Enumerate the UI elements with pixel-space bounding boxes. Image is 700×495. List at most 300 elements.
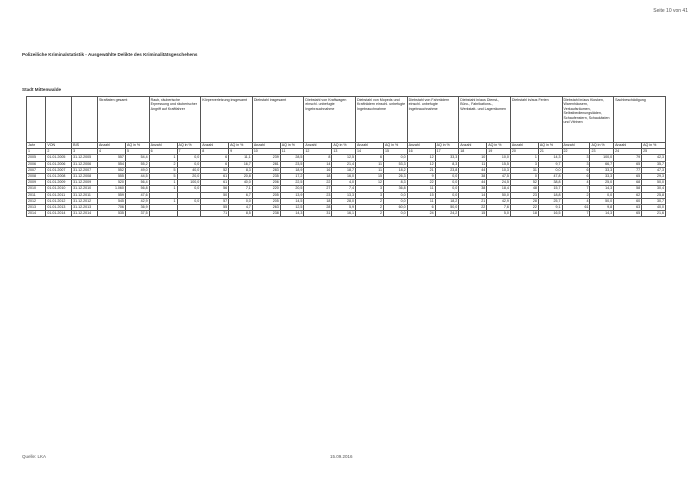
table-cell: 552 (97, 167, 125, 173)
table-cell: 57 (201, 198, 229, 204)
table-cell: 38 (459, 174, 487, 180)
column-number: 11 (280, 149, 304, 155)
table-cell: 706 (97, 205, 125, 211)
table-cell: 557 (97, 155, 125, 161)
table-cell: 31 (304, 211, 332, 217)
column-number: 14 (356, 149, 384, 155)
table-cell: 40,0 (177, 167, 201, 173)
section-title: Stadt Mittenwalde (22, 87, 62, 92)
table-cell: 9,7 (538, 161, 562, 167)
table-cell: 21 (459, 198, 487, 204)
group-header: Diebstahl in/aus Dienst-, Büro-, Fabrikations-, Werkstatt- und Lagerräumen (459, 97, 511, 143)
table-cell: 24,2 (435, 211, 459, 217)
table-cell: 283 (252, 167, 280, 173)
table-cell: 205 (252, 192, 280, 198)
table-cell: 38 (459, 186, 487, 192)
table-cell: 0,0 (538, 167, 562, 173)
table-cell: 63 (614, 205, 642, 211)
column-number: 1 (27, 149, 46, 155)
table-cell: 71 (201, 211, 229, 217)
sub-header: AQ in % (383, 143, 407, 149)
table-cell: 47,8 (538, 174, 562, 180)
table-cell: 33,3 (590, 174, 614, 180)
table-cell: 5 (149, 174, 177, 180)
table-cell: 1 (510, 155, 538, 161)
table-cell: 281 (252, 161, 280, 167)
table-cell: 4 (562, 180, 590, 186)
table-cell: 7 (562, 211, 590, 217)
table-cell: 3 (356, 186, 384, 192)
table-cell: 6 (562, 167, 590, 173)
table-cell: 12 (407, 155, 435, 161)
column-number: 16 (407, 149, 435, 155)
table-cell: 559 (97, 192, 125, 198)
table-cell: 61 (201, 180, 229, 186)
table-cell: 10 (459, 155, 487, 161)
column-number: 8 (201, 149, 229, 155)
table-cell: 20,0 (177, 174, 201, 180)
group-header: Körperverletzung insgesamt (201, 97, 253, 143)
statistics-table-container (26, 96, 666, 217)
table-cell: 520 (97, 180, 125, 186)
table-cell: 0,0 (435, 192, 459, 198)
table-cell: 6 (562, 174, 590, 180)
sub-header: Anzahl (149, 143, 177, 149)
table-cell: 2014 (27, 211, 46, 217)
group-header: Diebstahl von Fahrrädern einschl. unbefugte Ingebrauchnahme (407, 97, 459, 143)
table-cell: 54,4 (125, 155, 149, 161)
table-cell: 01.01.2012 (46, 198, 72, 204)
table-cell: 6 (356, 155, 384, 161)
table-cell: 50,0 (435, 205, 459, 211)
table-cell: 12,5 (280, 205, 304, 211)
group-header (27, 97, 46, 143)
column-number: 20 (510, 149, 538, 155)
table-cell: 2 (562, 192, 590, 198)
table-cell: 100,0 (177, 180, 201, 186)
table-cell: 28 (304, 205, 332, 211)
table-cell: 14 (304, 161, 332, 167)
table-cell: 205 (252, 198, 280, 204)
table-cell: 38,8 (538, 180, 562, 186)
group-header: Diebstahl in/aus Kiosken, Warenhäusern, Verkaufsräumen, Selbstbedienungsläden, Schaufenstern, Schaukästen und Vitrinen (562, 97, 614, 143)
table-cell: 2011 (27, 192, 46, 198)
table-cell: 8,3 (229, 167, 253, 173)
sub-header: AQ in % (642, 143, 666, 149)
table-cell: 62 (614, 192, 642, 198)
table-cell: 56,8 (125, 186, 149, 192)
column-number: 24 (614, 149, 642, 155)
table-cell: 23,8 (435, 167, 459, 173)
table-cell: 18,9 (280, 167, 304, 173)
table-cell: 17,2 (280, 174, 304, 180)
sub-header: VON (46, 143, 72, 149)
table-cell: 20,5 (280, 186, 304, 192)
column-number: 7 (177, 149, 201, 155)
column-number: 10 (252, 149, 280, 155)
table-cell: 15 (459, 211, 487, 217)
table-cell: 58 (614, 186, 642, 192)
table-cell: 14,3 (280, 211, 304, 217)
table-cell: 68 (614, 180, 642, 186)
table-cell: 25,7 (538, 198, 562, 204)
table-cell: 6 (201, 155, 229, 161)
table-cell: 01.01.2011 (46, 192, 72, 198)
table-cell: 3 (510, 161, 538, 167)
table-cell: 33,3 (435, 155, 459, 161)
table-cell: 31.12.2014 (72, 211, 98, 217)
table-cell: 60,0 (383, 205, 407, 211)
table-cell: 6,7 (229, 192, 253, 198)
table-cell: 44 (459, 180, 487, 186)
table-cell: 42,9 (125, 198, 149, 204)
table-cell: 52 (510, 180, 538, 186)
table-cell: 50 (201, 192, 229, 198)
table-cell: 0,0 (383, 198, 407, 204)
table-cell: 18 (304, 198, 332, 204)
column-number: 23 (590, 149, 614, 155)
table-cell: 18,4 (487, 186, 511, 192)
group-header: Sachbeschädigung (614, 97, 666, 143)
column-number: 9 (229, 149, 253, 155)
table-cell: 16 (304, 167, 332, 173)
table-cell: 01.01.2006 (46, 161, 72, 167)
table-cell: 40,0 (229, 180, 253, 186)
table-cell: 2 (356, 205, 384, 211)
table-cell: 28 (510, 198, 538, 204)
table-cell: 79 (614, 155, 642, 161)
table-cell: 01.01.2014 (46, 211, 72, 217)
column-number: 18 (459, 149, 487, 155)
table-cell: 65 (614, 174, 642, 180)
table-cell: 21,6 (642, 211, 666, 217)
column-number: 12 (304, 149, 332, 155)
table-cell: 238 (252, 211, 280, 217)
table-group-header-row (27, 97, 666, 143)
table-cell: 23,5 (280, 161, 304, 167)
table-cell: 0 (510, 174, 538, 180)
table-cell: 206 (252, 180, 280, 186)
table-cell: 44 (459, 167, 487, 173)
table-cell: 31.12.2010 (72, 186, 98, 192)
table-cell: 01.01.2008 (46, 174, 72, 180)
table-cell: 8 (304, 155, 332, 161)
table-cell: 555 (97, 174, 125, 180)
table-cell: 14,5 (280, 198, 304, 204)
column-number: 15 (383, 149, 407, 155)
table-cell: 42,9 (487, 198, 511, 204)
sub-header: Anzahl (510, 143, 538, 149)
column-number: 21 (538, 149, 562, 155)
column-number: 22 (562, 149, 590, 155)
sub-header: Anzahl (614, 143, 642, 149)
table-cell: 31.12.2009 (72, 180, 98, 186)
footer-date: 15.09.2016 (330, 454, 353, 459)
sub-header: Anzahl (304, 143, 332, 149)
table-cell: 7,6 (487, 205, 511, 211)
table-cell: 7,4 (332, 186, 356, 192)
table-cell (149, 211, 177, 217)
sub-header: AQ in % (229, 143, 253, 149)
table-cell: 55,2 (125, 161, 149, 167)
sub-header: Anzahl (407, 143, 435, 149)
table-cell: 4,7 (229, 205, 253, 211)
table-cell: 2010 (27, 186, 46, 192)
sub-header: AQ in % (280, 143, 304, 149)
table-cell: 53,3 (383, 161, 407, 167)
table-cell: 0,0 (590, 192, 614, 198)
table-cell: 2009 (27, 180, 46, 186)
table-cell: 22 (304, 180, 332, 186)
table-cell: 31.12.2007 (72, 167, 98, 173)
column-number: 13 (332, 149, 356, 155)
table-cell: 5,9 (332, 205, 356, 211)
table-cell: 22,5 (280, 180, 304, 186)
table-cell: 1 (149, 198, 177, 204)
group-header: Raub, räuberische Erpressung und räuberischer Angriff auf Kraftfahrer (149, 97, 201, 143)
table-cell: 36,8 (383, 186, 407, 192)
group-header: Straftaten gesamt (97, 97, 149, 143)
table-cell: 9,8 (590, 205, 614, 211)
table-cell: 18 (304, 174, 332, 180)
table-cell: 16,0 (332, 174, 356, 180)
sub-header: AQ in % (177, 143, 201, 149)
table-cell: 12,5 (332, 155, 356, 161)
table-cell: 14,3 (538, 155, 562, 161)
table-cell: 11,1 (229, 155, 253, 161)
table-cell: 8,5 (229, 211, 253, 217)
column-number: 3 (72, 149, 98, 155)
table-cell: 01.01.2010 (46, 186, 72, 192)
table-cell: 10,0 (487, 155, 511, 161)
table-cell: 2013 (27, 205, 46, 211)
table-cell: 42,3 (642, 155, 666, 161)
column-number: 19 (487, 149, 511, 155)
table-cell: 48 (510, 186, 538, 192)
table-cell: 0,0 (435, 186, 459, 192)
table-cell: 13,3 (332, 192, 356, 198)
group-header: Diebstahl in/aus Ferien (510, 97, 562, 143)
table-cell: 0,0 (177, 186, 201, 192)
group-header: Diebstahl von Mopeds und Krafträdern einschl. unbefugte Ingebrauchnahme (356, 97, 408, 143)
table-cell: 18,8 (538, 192, 562, 198)
table-cell: 15 (356, 174, 384, 180)
table-cell (177, 211, 201, 217)
table-cell: 44,5 (125, 174, 149, 180)
column-number: 25 (642, 149, 666, 155)
table-cell: 33,3 (590, 167, 614, 173)
table-cell: 6 (407, 205, 435, 211)
table-cell: 01.01.2005 (46, 155, 72, 161)
table-cell: 30,7 (642, 198, 666, 204)
table-cell: 4,0 (332, 180, 356, 186)
table-cell: 1 (149, 155, 177, 161)
table-cell: 16,1 (332, 211, 356, 217)
table-cell: 16,5 (538, 211, 562, 217)
table-cell: 50,0 (590, 198, 614, 204)
group-header: Diebstahl von Kraftwagen einschl. unbefugte Ingebrauchnahme (304, 97, 356, 143)
table-cell: 545 (97, 198, 125, 204)
table-cell: 15,7 (538, 186, 562, 192)
table-cell: 9 (407, 174, 435, 180)
table-cell: 56 (201, 186, 229, 192)
statistics-table (26, 96, 666, 217)
table-cell: 01.01.2013 (46, 205, 72, 211)
table-cell: 77 (614, 167, 642, 173)
table-cell: 49,0 (125, 167, 149, 173)
table-cell: 7 (562, 186, 590, 192)
table-cell: 5 (149, 167, 177, 173)
table-cell: 25,8 (642, 192, 666, 198)
table-cell: 0,0 (435, 180, 459, 186)
table-cell: 2008 (27, 174, 46, 180)
table-cell: 239 (252, 155, 280, 161)
table-cell: 37,5 (125, 211, 149, 217)
table-cell: 13,9 (280, 192, 304, 198)
table-cell: 0,0 (177, 155, 201, 161)
table-cell: 31.12.2008 (72, 174, 98, 180)
table-cell: 31 (510, 167, 538, 173)
sub-header: BIS (72, 143, 98, 149)
table-cell: 22 (510, 205, 538, 211)
table-cell: 100,0 (590, 155, 614, 161)
table-cell: 18,7 (332, 167, 356, 173)
table-cell: 1.060 (97, 186, 125, 192)
table-cell: 47,6 (125, 192, 149, 198)
sub-header: Anzahl (356, 143, 384, 149)
table-cell: 28,5 (280, 155, 304, 161)
table-cell: 0,0 (177, 161, 201, 167)
column-number: 4 (97, 149, 125, 155)
table-cell: 0,0 (383, 211, 407, 217)
sub-header: Anzahl (252, 143, 280, 149)
table-cell: 52 (201, 167, 229, 173)
table-cell: 22 (459, 205, 487, 211)
table-cell: 23 (304, 192, 332, 198)
table-cell: 50,0 (487, 192, 511, 198)
table-cell: 14 (459, 192, 487, 198)
sub-header: AQ in % (332, 143, 356, 149)
table-cell: 35,7 (642, 161, 666, 167)
table-cell: 61 (201, 174, 229, 180)
page-label: Seite 10 von 41 (653, 8, 688, 14)
sub-header: AQ in % (435, 143, 459, 149)
table-cell: 27 (304, 186, 332, 192)
footer-source: Quelle: LKA (22, 454, 47, 459)
table-cell: 1 (149, 180, 177, 186)
table-cell: 10,3 (487, 167, 511, 173)
table-cell: 20,8 (229, 174, 253, 180)
table-cell: 15 (407, 192, 435, 198)
table-cell: 0,0 (383, 192, 407, 198)
column-number: 6 (149, 149, 177, 155)
column-number: 5 (125, 149, 149, 155)
table-cell: 65 (614, 161, 642, 167)
table-cell: 2 (356, 198, 384, 204)
table-cell: 47,5 (487, 174, 511, 180)
table-cell: 31.12.2006 (72, 161, 98, 167)
sub-header: AQ in % (487, 143, 511, 149)
table-cell: 235 (252, 174, 280, 180)
table-cell: 65 (614, 211, 642, 217)
table-cell: 8,3 (435, 161, 459, 167)
table-cell: 11 (407, 198, 435, 204)
table-cell: 24 (407, 211, 435, 217)
table-body (27, 155, 666, 217)
sub-header: AQ in % (125, 143, 149, 149)
table-cell: 11 (356, 161, 384, 167)
table-cell: 40,0 (642, 205, 666, 211)
table-cell: 11 (356, 167, 384, 173)
table-cell: 2007 (27, 167, 46, 173)
table-cell: 29,3 (642, 174, 666, 180)
table-cell: 4 (562, 198, 590, 204)
column-number: 2 (46, 149, 72, 155)
table-cell: 28,0 (332, 198, 356, 204)
table-cell: 31.12.2011 (72, 192, 98, 198)
table-cell: 7,1 (229, 186, 253, 192)
sub-header: AQ in % (538, 143, 562, 149)
sub-header: Anzahl (459, 143, 487, 149)
table-cell: 56,4 (125, 180, 149, 186)
table-cell: 18 (510, 211, 538, 217)
table-cell: 60 (614, 198, 642, 204)
table-cell: 535 (97, 211, 125, 217)
table-cell: 55 (201, 205, 229, 211)
table-cell: 01.01.2007 (46, 167, 72, 173)
table-cell: 26,3 (383, 174, 407, 180)
table-cell: 3 (562, 155, 590, 161)
group-header: Diebstahl insgesamt (252, 97, 304, 143)
table-cell: 36,9 (125, 205, 149, 211)
table-cell: 31.12.2013 (72, 205, 98, 211)
group-header (46, 97, 72, 143)
table-cell: 1 (149, 186, 177, 192)
table-cell: 14,3 (590, 186, 614, 192)
table-cell: 2 (356, 211, 384, 217)
table-cell: 9,1 (538, 205, 562, 211)
table-cell: 263 (252, 205, 280, 211)
table-cell: 16,7 (229, 161, 253, 167)
table-cell: 31.12.2005 (72, 155, 98, 161)
table-cell: 25,0 (590, 180, 614, 186)
table-cell: 3 (356, 192, 384, 198)
column-number: 17 (435, 149, 459, 155)
table-cell: 22 (407, 180, 435, 186)
document-title: Polizeiliche Kriminalstatistik - Ausgewählte Delikte des Kriminalitätsgeschehens (22, 52, 198, 57)
table-cell: 47,3 (642, 167, 666, 173)
table-cell: 11 (459, 161, 487, 167)
table-cell: 12 (407, 161, 435, 167)
table-cell: 61 (562, 205, 590, 211)
table-cell: 3 (562, 161, 590, 167)
table-cell: 2 (149, 161, 177, 167)
table-cell: 12 (356, 180, 384, 186)
table-cell: 50,0 (642, 180, 666, 186)
sub-header: Anzahl (562, 143, 590, 149)
table-cell: 8,3 (383, 180, 407, 186)
table-cell: 5,0 (487, 211, 511, 217)
table-cell: 0,0 (177, 198, 201, 204)
table-row (27, 211, 666, 217)
table-cell: 2006 (27, 161, 46, 167)
table-cell: 220 (252, 186, 280, 192)
table-cell: 31.12.2012 (72, 198, 98, 204)
table-cell: 2005 (27, 155, 46, 161)
table-cell: 21 (407, 167, 435, 173)
sub-header: Anzahl (97, 143, 125, 149)
table-cell: 0,0 (229, 198, 253, 204)
